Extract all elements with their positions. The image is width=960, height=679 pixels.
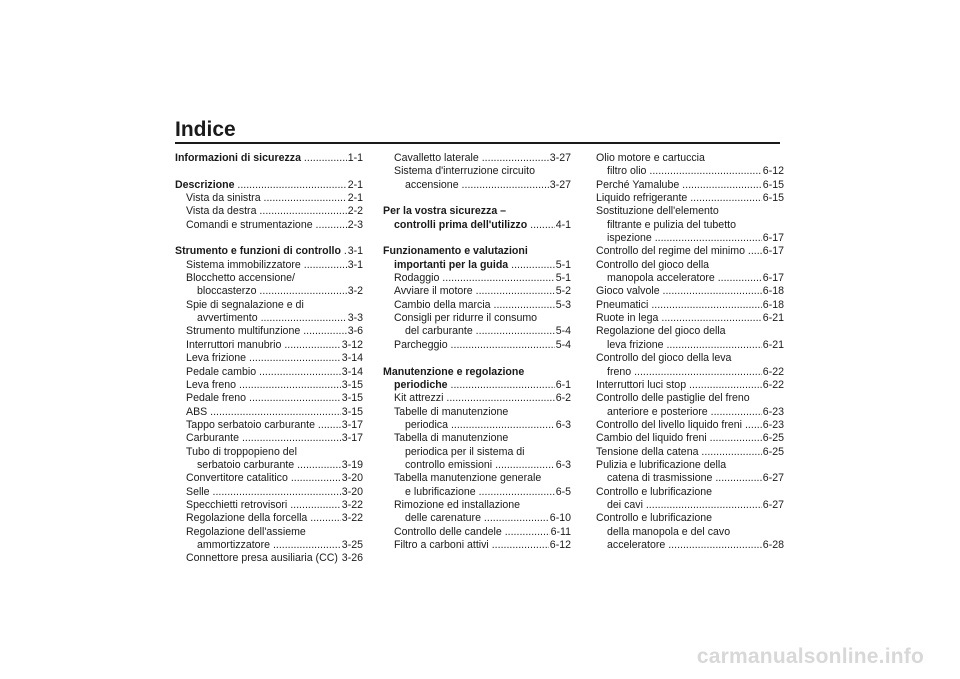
toc-entry[interactable] xyxy=(383,539,571,552)
toc-page-number: 6-17 xyxy=(762,245,784,258)
toc-entry[interactable] xyxy=(175,552,363,565)
toc-entry-text: Avviare il motore ..... xyxy=(394,285,571,297)
toc-entry[interactable] xyxy=(175,272,363,299)
toc-entry-text: Tensione della catena ..... xyxy=(596,446,784,458)
toc-entry-text: acceleratore ..... xyxy=(607,539,784,551)
toc-entry[interactable] xyxy=(383,392,571,405)
page-title: Indice xyxy=(175,118,236,141)
toc-entry[interactable] xyxy=(596,325,784,352)
toc-page-number: 3-1 xyxy=(347,245,363,258)
toc-entry-text: Funzionamento e valutazioni xyxy=(383,245,528,258)
toc-entry-text: Per la vostra sicurezza – xyxy=(383,205,507,218)
toc-entry[interactable] xyxy=(175,472,363,485)
toc-page-number: 6-2 xyxy=(555,392,571,405)
toc-entry-text: Controllo del regime del minimo ..... xyxy=(596,245,784,257)
toc-entry-text: e lubrificazione ..... xyxy=(405,486,571,498)
toc-entry[interactable] xyxy=(383,312,571,339)
toc-entry[interactable] xyxy=(596,459,784,486)
toc-entry-text: dei cavi ..... xyxy=(607,499,784,511)
toc-page-number: 6-22 xyxy=(762,365,784,378)
toc-entry-text: Controllo del gioco della xyxy=(596,258,710,271)
toc-page-number: 6-3 xyxy=(555,458,571,471)
toc-entry[interactable] xyxy=(383,152,571,165)
toc-entry-text: Regolazione del gioco della xyxy=(596,325,726,338)
toc-entry-text: Sistema d'interruzione circuito xyxy=(394,165,535,178)
toc-entry[interactable] xyxy=(175,486,363,499)
toc-page-number: 6-15 xyxy=(762,178,784,191)
toc-page-number: 3-26 xyxy=(341,552,363,565)
toc-entry[interactable] xyxy=(596,192,784,205)
toc-page-number: 3-15 xyxy=(341,405,363,418)
toc-page-number: 3-20 xyxy=(341,485,363,498)
toc-entry[interactable] xyxy=(383,526,571,539)
toc-entry[interactable] xyxy=(175,352,363,365)
toc-entry-text: anteriore e posteriore ..... xyxy=(607,406,784,418)
toc-entry-text: Controllo e lubrificazione xyxy=(596,485,713,498)
toc-entry-text: bloccasterzo ..... xyxy=(197,285,363,297)
toc-entry[interactable] xyxy=(383,272,571,285)
toc-entry[interactable] xyxy=(596,486,784,513)
toc-entry-text: Regolazione dell'assieme xyxy=(186,525,306,538)
toc-entry-text: Controllo del livello liquido freni ..... xyxy=(596,419,784,431)
toc-page-number: 5-1 xyxy=(555,272,571,285)
toc-entry-text: ispezione ..... xyxy=(607,232,784,244)
toc-entry[interactable] xyxy=(175,339,363,352)
section-gap xyxy=(383,352,571,365)
toc-entry-text: Tappo serbatoio carburante ..... xyxy=(186,419,363,431)
toc-entry[interactable] xyxy=(596,152,784,179)
toc-entry-text: Specchietti retrovisori ..... xyxy=(186,499,363,511)
toc-entry[interactable] xyxy=(175,259,363,272)
toc-page-number: 3-15 xyxy=(341,378,363,391)
toc-entry[interactable] xyxy=(596,259,784,286)
toc-entry[interactable] xyxy=(175,526,363,553)
toc-page-number: 2-2 xyxy=(347,205,363,218)
toc-page-number: 5-3 xyxy=(555,298,571,311)
toc-entry-text: Selle ..... xyxy=(186,486,363,498)
toc-entry-text: serbatoio carburante ..... xyxy=(197,459,363,471)
toc-entry-text: Tabella manutenzione generale xyxy=(394,472,542,485)
toc-entry-text: Controllo delle pastiglie del freno xyxy=(596,392,750,405)
toc-entry-text: Interruttori luci stop ..... xyxy=(596,379,784,391)
toc-entry-text: avvertimento ..... xyxy=(197,312,363,324)
toc-page-number: 3-19 xyxy=(341,458,363,471)
toc-entry[interactable] xyxy=(175,392,363,405)
toc-page-number: 6-23 xyxy=(762,405,784,418)
toc-entry-text: Descrizione ..... xyxy=(175,179,363,191)
toc-entry[interactable] xyxy=(175,379,363,392)
toc-entry[interactable] xyxy=(175,299,363,326)
toc-page-number: 6-21 xyxy=(762,338,784,351)
toc-entry-text: freno ..... xyxy=(607,366,784,378)
toc-entry[interactable] xyxy=(383,245,571,272)
toc-page-number: 6-11 xyxy=(550,525,571,538)
toc-entry-text: Pedale freno ..... xyxy=(186,392,363,404)
toc-entry[interactable] xyxy=(383,472,571,499)
toc-page-number: 3-22 xyxy=(341,498,363,511)
toc-entry[interactable] xyxy=(596,419,784,432)
section-gap xyxy=(383,192,571,205)
toc-column-1 xyxy=(175,152,363,566)
toc-entry-text: ammortizzatore ..... xyxy=(197,539,363,551)
toc-entry-text: filtro olio ..... xyxy=(607,165,784,177)
toc-entry-text: Cavalletto laterale ..... xyxy=(394,152,571,164)
toc-entry-text: Interruttori manubrio ..... xyxy=(186,339,363,351)
toc-entry-text: Vista da sinistra ..... xyxy=(186,192,363,204)
toc-page-number: 2-1 xyxy=(347,192,363,205)
toc-page-number: 6-10 xyxy=(549,512,571,525)
toc-entry[interactable] xyxy=(383,499,571,526)
toc-entry[interactable] xyxy=(596,312,784,325)
toc-entry-text: Leva freno ..... xyxy=(186,379,363,391)
toc-entry-text: periodiche ..... xyxy=(394,379,571,391)
toc-entry-text: Carburante ..... xyxy=(186,432,363,444)
toc-entry-text: periodica ..... xyxy=(405,419,571,431)
toc-page-number: 3-15 xyxy=(341,392,363,405)
toc-entry-text: manopola acceleratore ..... xyxy=(607,272,784,284)
toc-entry-text: controllo emissioni ..... xyxy=(405,459,571,471)
toc-entry[interactable] xyxy=(175,512,363,525)
toc-entry-text: Rimozione ed installazione xyxy=(394,498,521,511)
toc-entry-text: del carburante ..... xyxy=(405,325,571,337)
section-gap xyxy=(383,232,571,245)
toc-entry[interactable] xyxy=(596,205,784,245)
toc-entry-text: accensione ..... xyxy=(405,179,571,191)
toc-entry[interactable] xyxy=(175,499,363,512)
toc-entry-text: Perché Yamalube ..... xyxy=(596,179,784,191)
toc-page-number: 6-21 xyxy=(762,312,784,325)
toc-entry-text: Vista da destra ..... xyxy=(186,205,363,217)
toc-entry[interactable] xyxy=(596,179,784,192)
toc-page-number: 3-3 xyxy=(347,312,363,325)
toc-entry-text: Cambio del liquido freni ..... xyxy=(596,432,784,444)
toc-entry-text: Leva frizione ..... xyxy=(186,352,363,364)
toc-entry[interactable] xyxy=(175,325,363,338)
toc-page-number: 6-15 xyxy=(762,192,784,205)
toc-entry[interactable] xyxy=(596,379,784,392)
toc-entry[interactable] xyxy=(175,179,363,192)
toc-entry-text: Strumento multifunzione ..... xyxy=(186,325,363,337)
toc-page-number: 5-1 xyxy=(555,258,571,271)
toc-entry-text: Comandi e strumentazione ..... xyxy=(186,219,363,231)
toc-page-number: 3-17 xyxy=(341,432,363,445)
toc-entry[interactable] xyxy=(175,366,363,379)
toc-page-number: 3-25 xyxy=(341,538,363,551)
toc-entry-text: Parcheggio ..... xyxy=(394,339,571,351)
toc-entry-text: ABS ..... xyxy=(186,406,363,418)
toc-entry-text: della manopola e del cavo xyxy=(607,525,731,538)
toc-entry[interactable] xyxy=(175,446,363,473)
toc-entry-text: Consigli per ridurre il consumo xyxy=(394,312,538,325)
toc-page-number: 6-25 xyxy=(762,432,784,445)
toc-entry-text: importanti per la guida ..... xyxy=(394,259,571,271)
toc-entry-text: Tabelle di manutenzione xyxy=(394,405,509,418)
toc-entry-text: Rodaggio ..... xyxy=(394,272,571,284)
toc-page-number: 6-27 xyxy=(762,472,784,485)
toc-entry-text: Tabella di manutenzione xyxy=(394,432,509,445)
toc-entry-text: Cambio della marcia ..... xyxy=(394,299,571,311)
toc-entry-text: Pedale cambio ..... xyxy=(186,366,363,378)
toc-page-number: 3-17 xyxy=(341,418,363,431)
toc-entry[interactable] xyxy=(596,446,784,459)
toc-page-number: 6-22 xyxy=(762,378,784,391)
toc-entry[interactable] xyxy=(596,352,784,379)
toc-entry-text: periodica per il sistema di xyxy=(405,445,525,458)
toc-page-number: 4-1 xyxy=(555,218,571,231)
toc-entry-text: Filtro a carboni attivi ..... xyxy=(394,539,571,551)
toc-page-number: 3-20 xyxy=(341,472,363,485)
toc-page-number: 3-6 xyxy=(347,325,363,338)
toc-entry-text: Convertitore catalitico ..... xyxy=(186,472,363,484)
toc-entry-text: leva frizione ..... xyxy=(607,339,784,351)
toc-column-2 xyxy=(383,152,571,552)
toc-entry[interactable] xyxy=(383,432,571,472)
toc-entry[interactable] xyxy=(383,406,571,433)
toc-entry[interactable] xyxy=(383,205,571,232)
toc-entry-text: Regolazione della forcella ..... xyxy=(186,512,363,524)
toc-page-number: 6-12 xyxy=(549,538,571,551)
toc-entry[interactable] xyxy=(596,512,784,552)
toc-page-number: 6-1 xyxy=(555,378,571,391)
toc-entry-text: catena di trasmissione ..... xyxy=(607,472,784,484)
toc-entry[interactable] xyxy=(175,152,363,165)
toc-entry[interactable] xyxy=(383,285,571,298)
toc-entry[interactable] xyxy=(596,245,784,258)
toc-page-number: 6-25 xyxy=(762,445,784,458)
footer-watermark: carmanualsonline.info xyxy=(696,645,924,668)
toc-entry-text: Spie di segnalazione e di xyxy=(186,298,304,311)
toc-entry-text: Sostituzione dell'elemento xyxy=(596,205,719,218)
toc-page-number: 5-4 xyxy=(555,338,571,351)
toc-page-number: 2-1 xyxy=(347,178,363,191)
toc-entry[interactable] xyxy=(596,285,784,298)
toc-entry-text: controlli prima dell'utilizzo ..... xyxy=(394,219,571,231)
toc-entry[interactable] xyxy=(175,419,363,432)
toc-entry-text: delle carenature ..... xyxy=(405,512,571,524)
toc-column-3 xyxy=(596,152,784,552)
toc-page-number: 6-3 xyxy=(555,418,571,431)
toc-page-number: 1-1 xyxy=(347,152,363,164)
toc-entry-text: Connettore presa ausiliaria (CC) ..... xyxy=(186,552,363,564)
toc-entry-text: Pulizia e lubrificazione della xyxy=(596,458,727,471)
toc-entry-text: Pneumatici ..... xyxy=(596,299,784,311)
toc-entry-text: Controllo delle candele ..... xyxy=(394,526,571,538)
toc-entry[interactable] xyxy=(175,192,363,205)
toc-page-number: 3-22 xyxy=(341,512,363,525)
toc-page-number: 3-1 xyxy=(347,258,363,271)
toc-page-number: 6-28 xyxy=(762,538,784,551)
toc-page-number: 5-4 xyxy=(555,325,571,338)
title-rule xyxy=(175,142,780,144)
toc-entry-text: Blocchetto accensione/ xyxy=(186,272,295,285)
toc-entry-text: Liquido refrigerante ..... xyxy=(596,192,784,204)
toc-entry[interactable] xyxy=(175,205,363,218)
toc-page-number: 6-23 xyxy=(762,418,784,431)
toc-page-number: 2-3 xyxy=(347,218,363,231)
toc-page-number: 6-17 xyxy=(762,232,784,245)
toc-entry[interactable] xyxy=(175,219,363,232)
toc-entry-text: filtrante e pulizia del tubetto xyxy=(607,218,736,231)
toc-page-number: 6-5 xyxy=(555,485,571,498)
toc-entry[interactable] xyxy=(383,165,571,192)
toc-page-number: 5-2 xyxy=(555,285,571,298)
toc-entry-text: Controllo del gioco della leva xyxy=(596,352,732,365)
toc-entry[interactable] xyxy=(175,406,363,419)
toc-entry-text: Kit attrezzi ..... xyxy=(394,392,571,404)
toc-page-number: 6-17 xyxy=(762,272,784,285)
toc-page-number: 6-18 xyxy=(762,285,784,298)
toc-entry[interactable] xyxy=(383,299,571,312)
toc-page-number: 6-27 xyxy=(762,498,784,511)
toc-entry-text: Manutenzione e regolazione xyxy=(383,365,525,378)
toc-page-number: 3-12 xyxy=(341,338,363,351)
toc-page-number: 3-14 xyxy=(341,352,363,365)
toc-page-number: 3-27 xyxy=(549,152,571,164)
toc-entry-text: Strumento e funzioni di controllo ..... xyxy=(175,245,363,257)
toc-page-number: 3-27 xyxy=(549,178,571,191)
section-gap xyxy=(175,165,363,178)
toc-page-number: 3-2 xyxy=(347,285,363,298)
toc-page-number: 6-12 xyxy=(762,165,784,178)
toc-entry-text: Olio motore e cartuccia xyxy=(596,152,705,164)
toc-entry-text: Sistema immobilizzatore ..... xyxy=(186,259,363,271)
toc-entry-text: Controllo e lubrificazione xyxy=(596,512,713,525)
toc-entry[interactable] xyxy=(596,392,784,419)
toc-entry-text: Informazioni di sicurezza ..... xyxy=(175,152,363,164)
toc-page-number: 6-18 xyxy=(762,298,784,311)
toc-entry[interactable] xyxy=(383,366,571,393)
toc-entry[interactable] xyxy=(175,245,363,258)
toc-entry-text: Ruote in lega ..... xyxy=(596,312,784,324)
toc-entry-text: Gioco valvole ..... xyxy=(596,285,784,297)
toc-entry-text: Tubo di troppopieno del xyxy=(186,445,297,458)
toc-page-number: 3-14 xyxy=(341,365,363,378)
toc-entry[interactable] xyxy=(175,432,363,445)
toc-entry[interactable] xyxy=(383,339,571,352)
toc-entry[interactable] xyxy=(596,299,784,312)
toc-entry[interactable] xyxy=(596,432,784,445)
section-gap xyxy=(175,232,363,245)
